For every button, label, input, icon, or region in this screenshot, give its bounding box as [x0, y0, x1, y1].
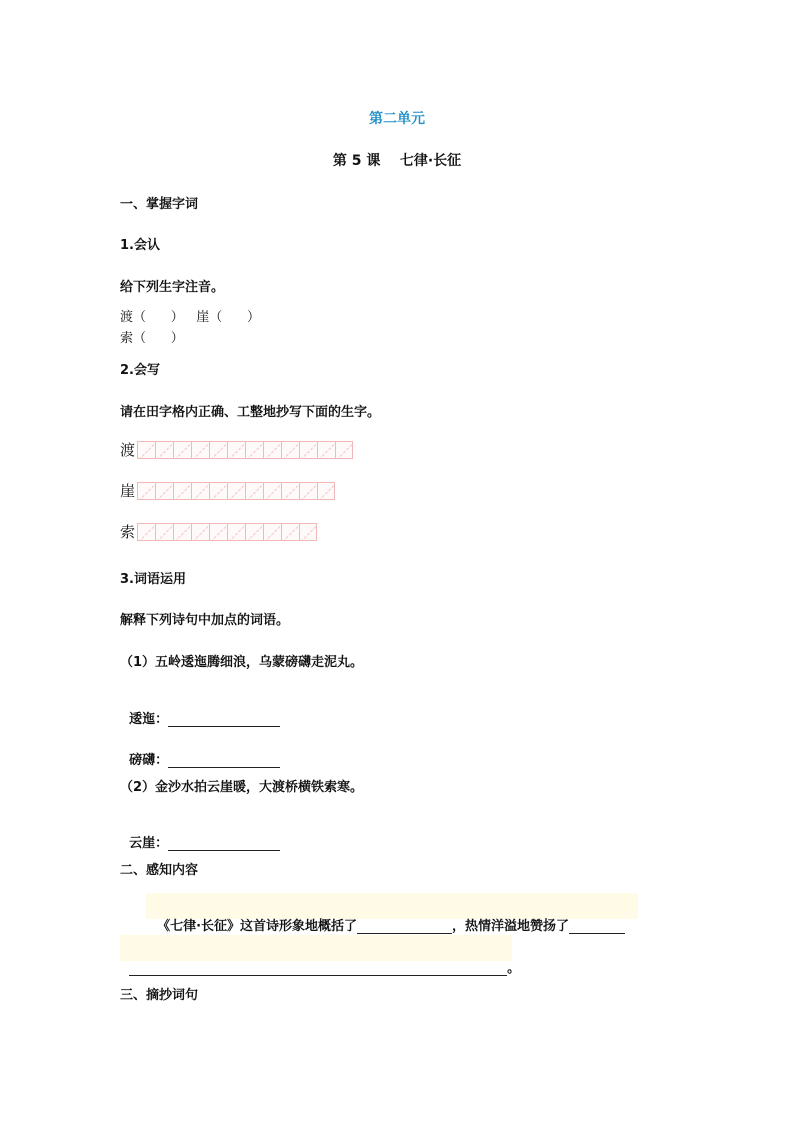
tianzige-cell[interactable] — [227, 482, 245, 500]
writing-char: 渡 — [120, 441, 136, 459]
tianzige-cell[interactable] — [173, 441, 191, 459]
pinyin-line-2: 索（ ） — [120, 331, 184, 346]
tianzige-cell[interactable] — [299, 523, 317, 541]
tianzige-cell[interactable] — [137, 441, 155, 459]
tianzige-cell[interactable] — [299, 482, 317, 500]
part3-heading: 3.词语运用 — [120, 572, 186, 587]
tianzige-cell[interactable] — [317, 482, 335, 500]
part1-heading: 1.会认 — [120, 238, 160, 253]
writing-row-ya — [120, 479, 335, 501]
writing-char: 索 — [120, 523, 136, 541]
writing-row-du — [120, 438, 353, 460]
section1-heading: 一、掌握字词 — [120, 197, 199, 212]
section2-line-1 — [148, 900, 625, 934]
answer-blank[interactable] — [357, 919, 452, 934]
answer-blank[interactable] — [569, 919, 625, 934]
pinyin-line-1: 渡（ ） 崖（ ） — [120, 310, 260, 325]
tianzige-cell[interactable] — [317, 441, 335, 459]
unit-title: 第二单元 — [369, 111, 425, 127]
tianzige-cell[interactable] — [209, 441, 227, 459]
tianzige-cell[interactable] — [263, 482, 281, 500]
section2-heading: 二、感知内容 — [120, 863, 199, 878]
part2-heading: 2.会写 — [120, 363, 160, 378]
writing-char: 崖 — [120, 482, 136, 500]
word-label: 云崖： — [129, 836, 169, 851]
tianzige-cell[interactable] — [137, 482, 155, 500]
part3-instruction: 解释下列诗句中加点的词语。 — [120, 613, 290, 628]
word-answer-row — [120, 734, 280, 768]
tianzige-cell[interactable] — [281, 482, 299, 500]
part2-instruction: 请在田字格内正确、工整地抄写下面的生字。 — [120, 405, 381, 420]
tianzige-cell[interactable] — [299, 441, 317, 459]
section2-text-end: 。 — [507, 961, 521, 976]
tianzige-grid[interactable] — [137, 523, 317, 541]
lesson-title: 第 5 课 七律·长征 — [332, 153, 462, 169]
word-label: 逶迤： — [129, 712, 169, 727]
section2-text-b: ，热情洋溢地赞扬了 — [452, 919, 570, 934]
tianzige-cell[interactable] — [155, 523, 173, 541]
tianzige-cell[interactable] — [191, 523, 209, 541]
word-answer-row — [120, 817, 280, 851]
tianzige-cell[interactable] — [191, 482, 209, 500]
answer-blank[interactable] — [168, 753, 280, 768]
word-label: 磅礴： — [129, 753, 169, 768]
tianzige-cell[interactable] — [227, 441, 245, 459]
part1-instruction: 给下列生字注音。 — [120, 280, 225, 295]
tianzige-cell[interactable] — [245, 441, 263, 459]
tianzige-cell[interactable] — [263, 441, 281, 459]
section3-heading: 三、摘抄词句 — [120, 988, 199, 1003]
tianzige-cell[interactable] — [209, 482, 227, 500]
tianzige-cell[interactable] — [155, 482, 173, 500]
tianzige-cell[interactable] — [227, 523, 245, 541]
section2-line-2 — [120, 942, 520, 976]
tianzige-cell[interactable] — [245, 482, 263, 500]
tianzige-cell[interactable] — [191, 441, 209, 459]
tianzige-cell[interactable] — [281, 441, 299, 459]
section2-text-a: 《七律·长征》这首诗形象地概括了 — [157, 919, 358, 934]
word-answer-row — [120, 693, 280, 727]
tianzige-cell[interactable] — [137, 523, 155, 541]
tianzige-cell[interactable] — [263, 523, 281, 541]
tianzige-cell[interactable] — [281, 523, 299, 541]
tianzige-cell[interactable] — [173, 482, 191, 500]
tianzige-cell[interactable] — [155, 441, 173, 459]
answer-blank[interactable] — [168, 712, 280, 727]
answer-blank[interactable] — [129, 961, 507, 976]
tianzige-grid[interactable] — [137, 482, 335, 500]
tianzige-grid[interactable] — [137, 441, 353, 459]
question-1: （1）五岭逶迤腾细浪，乌蒙磅礴走泥丸。 — [120, 655, 364, 670]
writing-row-suo — [120, 520, 317, 542]
tianzige-cell[interactable] — [245, 523, 263, 541]
tianzige-cell[interactable] — [173, 523, 191, 541]
question-2: （2）金沙水拍云崖暖，大渡桥横铁索寒。 — [120, 780, 364, 795]
tianzige-cell[interactable] — [335, 441, 353, 459]
answer-blank[interactable] — [168, 836, 280, 851]
tianzige-cell[interactable] — [209, 523, 227, 541]
